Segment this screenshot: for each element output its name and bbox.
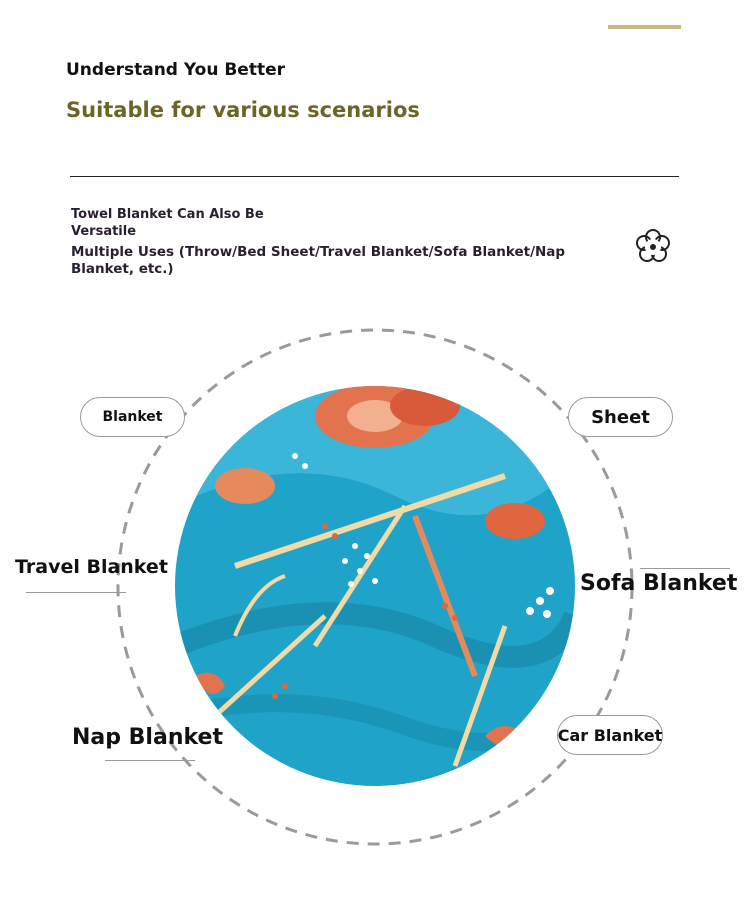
intro-line-2: Multiple Uses (Throw/Bed Sheet/Travel Blanket/Sofa Blanket/Nap Blanket, etc.): [71, 244, 566, 277]
use-label-travel: Travel Blanket: [15, 556, 168, 578]
use-label-car: Car Blanket: [557, 715, 663, 755]
use-label-sofa: Sofa Blanket: [580, 571, 738, 596]
use-label-nap: Nap Blanket: [72, 725, 223, 750]
travel-underline: [26, 592, 126, 593]
page-title: Understand You Better: [66, 60, 285, 80]
use-label-blanket: Blanket: [80, 397, 185, 437]
page-subtitle: Suitable for various scenarios: [66, 98, 420, 122]
nap-underline: [105, 760, 195, 761]
intro-line-1: Towel Blanket Can Also Be Versatile: [71, 207, 264, 239]
sofa-underline: [640, 568, 730, 569]
blanket-photo: [175, 386, 575, 786]
use-label-sheet: Sheet: [568, 397, 673, 437]
